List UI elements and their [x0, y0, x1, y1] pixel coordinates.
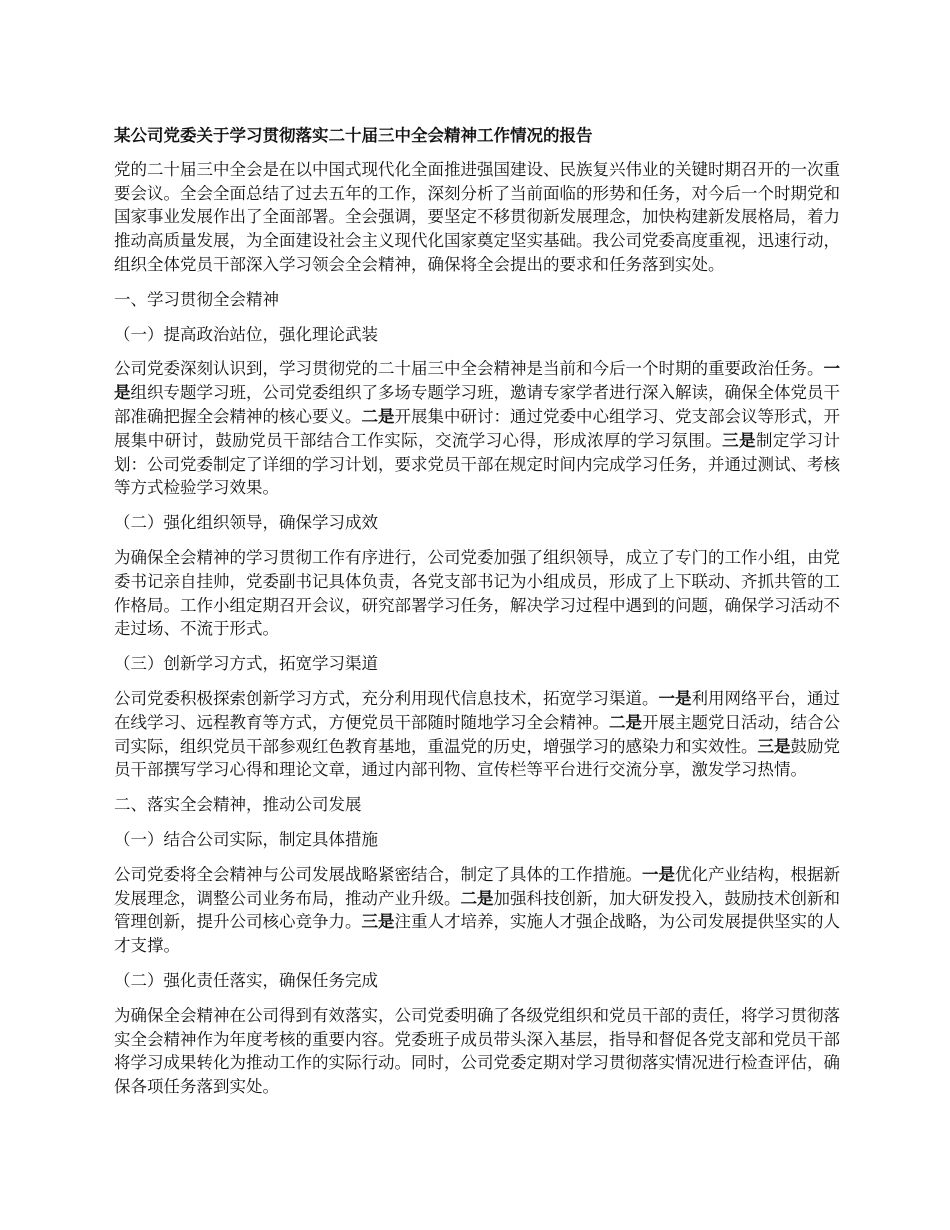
paragraph-text: 开展主题党日活动，结合公司实际，组织党员干部参观红色教育基地，重温党的历史，增强学习的感染力和实效性。 — [114, 712, 840, 756]
paragraph-text: 开展集中研讨：通过党委中心组学习、党支部会议等形式，开展集中研讨，鼓励党员干部结合工作实际，交流学习心得，形成浓厚的学习氛围。 — [114, 406, 840, 450]
paragraph-text: 公司党委将全会精神与公司发展战略紧密结合，制定了具体的工作措施。 — [114, 864, 642, 884]
section-1-2-paragraph: 为确保全会精神的学习贯彻工作有序进行，公司党委加强了组织领导，成立了专门的工作小组，由党委书记亲自挂帅，党委副书记具体负责，各党支部书记为小组成员，形成了上下联动、齐抓共管的工作格局。工作小组定期召开会议，研究部署学习任务，解决学习过程中遇到的问题，确保学习活动不走过场、不流于形式。 — [114, 547, 840, 639]
paragraph-text: 加强科技创新，加大研发投入，鼓励技术创新和管理创新，提升公司核心竞争力。 — [114, 888, 840, 932]
document-title: 某公司党委关于学习贯彻落实二十届三中全会精神工作情况的报告 — [114, 126, 593, 145]
section-2-2-heading: （二）强化责任落实，确保任务完成 — [114, 970, 378, 990]
section-1-heading: 一、学习贯彻全会精神 — [114, 289, 279, 309]
paragraph-text: 利用网络平台，通过在线学习、远程教育等方式，方便党员干部随时随地学习全会精神。 — [114, 688, 840, 732]
paragraph-text: 优化产业结构，根据新发展理念，调整公司业务布局，推动产业升级。 — [114, 864, 840, 908]
ordinal-marker: 二是 — [361, 406, 395, 426]
intro-paragraph: 党的二十届三中全会是在以中国式现代化全面推进强国建设、民族复兴伟业的关键时期召开的一次重要会议。全会全面总结了过去五年的工作，深刻分析了当前面临的形势和任务，对今后一个时期党和国家事业发展作出了全面部署。全会强调，要坚定不移贯彻新发展理念，加快构建新发展格局，着力推动高质量发展，为全面建设社会主义现代化国家奠定坚实基础。我公司党委高度重视，迅速行动，组织全体党员干部深入学习领会全会精神，确保将全会提出的要求和任务落到实处。 — [114, 159, 840, 274]
section-1-3-heading: （三）创新学习方式，拓宽学习渠道 — [114, 654, 378, 674]
ordinal-marker: 二是 — [609, 712, 642, 732]
ordinal-marker: 三是 — [722, 430, 756, 450]
section-2-1-paragraph — [114, 863, 840, 958]
ordinal-marker: 三是 — [757, 736, 791, 756]
paragraph-text: 制定学习计划：公司党委制定了详细的学习计划，要求党员干部在规定时间内完成学习任务，并通过测试、考核等方式检验学习效果。 — [114, 430, 841, 498]
section-1-1-heading: （一）提高政治站位，强化理论武装 — [114, 324, 378, 344]
ordinal-marker: 三是 — [361, 912, 395, 932]
ordinal-marker: 一是 — [642, 864, 675, 884]
section-2-2-paragraph: 为确保全会精神在公司得到有效落实，公司党委明确了各级党组织和党员干部的责任，将学习贯彻落实全会精神作为年度考核的重要内容。党委班子成员带头深入基层，指导和督促各党支部和党员干部将学习成果转化为推动工作的实际行动。同时，公司党委定期对学习贯彻落实情况进行检查评估，确保各项任务落到实处。 — [114, 1005, 840, 1097]
paragraph-text: 鼓励党员干部撰写学习心得和理论文章，通过内部刊物、宣传栏等平台进行交流分享，激发学习热情。 — [114, 736, 840, 780]
section-1-1-paragraph — [114, 357, 840, 500]
paragraph-text: 组织专题学习班，公司党委组织了多场专题学习班，邀请专家学者进行深入解读，确保全体党员干部准确把握全会精神的核心要义。 — [114, 383, 840, 426]
section-2-1-heading: （一）结合公司实际，制定具体措施 — [114, 829, 378, 849]
ordinal-marker: 一是 — [114, 359, 840, 403]
paragraph-text: 公司党委深刻认识到，学习贯彻党的二十届三中全会精神是当前和今后一个时期的重要政治任务。 — [114, 359, 824, 379]
paragraph-text: 注重人才培养，实施人才强企战略，为公司发展提供坚实的人才支撑。 — [114, 912, 840, 956]
ordinal-marker: 二是 — [460, 888, 494, 908]
ordinal-marker: 一是 — [658, 688, 692, 708]
paragraph-text: 公司党委积极探索创新学习方式，充分利用现代信息技术，拓宽学习渠道。 — [114, 688, 659, 708]
section-1-2-heading: （二）强化组织领导，确保学习成效 — [114, 513, 378, 533]
section-1-3-paragraph — [114, 687, 840, 782]
section-2-heading: 二、落实全会精神，推动公司发展 — [114, 795, 362, 815]
